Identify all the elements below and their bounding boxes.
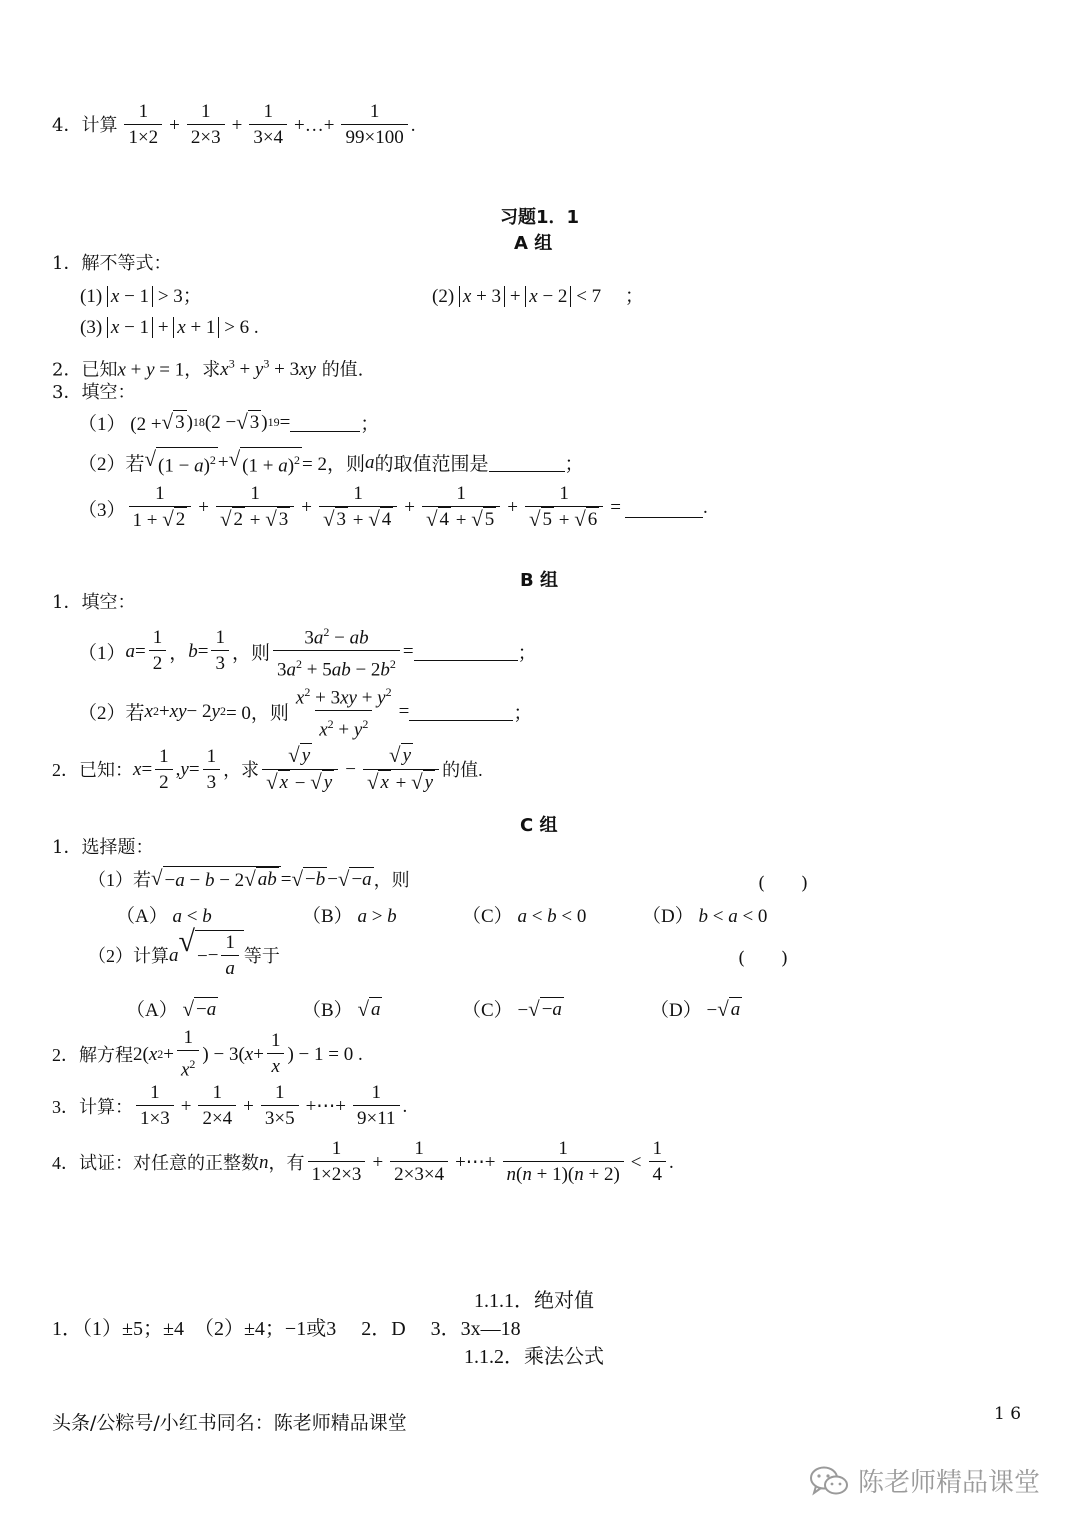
c1-q1-option-d: （D） b < a < 0 xyxy=(642,906,768,927)
question-text: ，则 xyxy=(373,869,410,890)
option-label: （B） xyxy=(302,1000,353,1021)
c3-line: 3． 计算： $\frac{1}{1\times 3}$ + $\frac{1}{2\times 4}$ + $\frac{1}{3\times 5}$ +⋯+ $\frac{1}{9\times 11}$ . xyxy=(52,1081,407,1132)
problem-label: 解方程 xyxy=(79,1044,133,1065)
answers-section-title: 1.1.2．乘法公式 xyxy=(464,1346,604,1368)
c1-line xyxy=(52,836,153,860)
c1-q1-option-c: （C） a < b < 0 xyxy=(462,906,587,927)
problem-label: 计算 xyxy=(81,114,118,136)
c1-q2-option-d: （D） − √ a xyxy=(650,997,741,1021)
problem-number: 1． xyxy=(52,837,82,858)
problem-text: 已知： xyxy=(79,760,133,780)
problem-label: 选择题： xyxy=(81,837,154,858)
footer-source: 头条/公粽号/小红书同名：陈老师精品课堂 xyxy=(52,1412,407,1434)
problem-text: ，有 xyxy=(268,1152,305,1173)
b2-line: 2． 已知： x = $\frac{1}{2}$ , y = $\frac{1}{3}$ ，求 √ y √ x − √ y − √ y √ x + √ y 的值. xyxy=(52,743,483,797)
c1-q2-option-c: （C） − √ −a xyxy=(462,997,562,1021)
option-label: （D） xyxy=(642,906,694,927)
question-text: （1）若 xyxy=(88,869,151,890)
a3-part1: （1） (2 + √ 3 ) 18 (2 − √ 3 ) 19 = ； xyxy=(78,410,380,435)
b1-line xyxy=(52,591,135,615)
c1-q2-option-a: （A） √ −a xyxy=(126,997,217,1021)
fraction: $\frac{1}{3\times 4}$ xyxy=(249,100,287,151)
exercise-title: 习题1．1 xyxy=(500,207,580,228)
problem-label: 试证：对任意的正整数 xyxy=(79,1152,259,1173)
wechat-icon xyxy=(808,1464,850,1498)
group-c-heading: C 组 xyxy=(520,815,558,836)
option-label: （B） xyxy=(302,906,353,927)
answer-bracket: ( ) xyxy=(738,948,789,969)
a1-part3: (3) x − 1 + x + 1 > 6 . xyxy=(80,317,259,338)
option-label: （A） xyxy=(116,906,168,927)
c1-q1-option-b: （B） a > b xyxy=(302,906,397,927)
problem-number: 3． xyxy=(52,1096,79,1117)
problem-number: 1． xyxy=(52,592,82,613)
page-number: 1 6 xyxy=(994,1404,1022,1424)
c1-q2: （2）计算 a √ −− $\frac{1}{a}$ 等于 xyxy=(88,930,280,982)
c1-q1: （1）若 √ −a − b − 2 √ ab = √ −b − √ −a ，则 xyxy=(88,866,410,891)
problem-number: 4． xyxy=(52,114,82,136)
problem-4-top: 4． 计算 $\frac{1}{1\times 2}$ + $\frac{1}{2\times 3}$ + $\frac{1}{3\times 4}$ +…+ $\frac{1}{99\times 100}$ . xyxy=(52,100,415,151)
group-a-heading: A 组 xyxy=(514,233,553,254)
question-text: 等于 xyxy=(243,946,280,966)
question-text: （2）计算 xyxy=(88,946,169,966)
problem-text: 的值. xyxy=(442,760,483,780)
answers-section-title: 1.1.1．绝对值 xyxy=(474,1290,594,1312)
problem-label: 解不等式： xyxy=(81,253,172,274)
problem-number: 2． xyxy=(52,760,79,780)
fraction: $\frac{1}{2\times 3}$ xyxy=(187,100,225,151)
b1-part1: （1） a = $\frac{1}{2}$ ， b = $\frac{1}{3}$ ，则 $\frac{3a^2 - ab}{3a^2 + 5ab - 2b^2}$ = ； xyxy=(78,620,537,684)
answer-bracket: ( ) xyxy=(758,873,809,894)
c1-q1-option-a: （A） a < b xyxy=(116,906,212,927)
c2-line: 2． 解方程 2( x 2 + $\frac{1}{x^2}$ ) − 3( x + $\frac{1}{x}$ ) − 1 = 0 . xyxy=(52,1026,363,1083)
problem-number: 3． xyxy=(52,382,82,403)
a3-part2: （2）若 √ $(1 - a)^2$ + √ $(1 + a)^2$ = 2，则 a 的取值范围是 ； xyxy=(78,447,584,477)
problem-number: 2． xyxy=(52,1044,79,1065)
problem-text: 的值. xyxy=(321,359,364,381)
problem-text: 已知 xyxy=(81,359,118,381)
watermark-text: 陈老师精品课堂 xyxy=(858,1468,1041,1498)
b1-part2: （2）若 x 2 + xy − 2 y 2 = 0，则 $\frac{x^2 + 3xy + y^2}{x^2 + y^2}$ = ； xyxy=(78,680,532,744)
problem-label: 填空： xyxy=(81,382,136,403)
a1-part1: (1) x − 1 > 3； xyxy=(80,286,202,307)
fraction: $\frac{1}{99\times 100}$ xyxy=(341,100,407,151)
a3-line xyxy=(52,381,135,405)
problem-label: 计算： xyxy=(79,1096,133,1117)
problem-number: 4． xyxy=(52,1152,79,1173)
problem-number: 2． xyxy=(52,359,82,381)
a2-line: 2．已知x + y = 1，求$x^3 + y^3 + 3xy$ 的值. xyxy=(52,357,364,381)
problem-text: ，求 xyxy=(184,359,221,381)
watermark xyxy=(808,1462,1040,1499)
c1-q2-option-b: （B） √ a xyxy=(302,997,381,1021)
problem-number: 1． xyxy=(52,253,82,274)
problem-text: ，求 xyxy=(223,760,260,780)
a1-part2: (2) x + 3 + x − 2 < 7 ； xyxy=(432,286,644,307)
answers-line: 1．（1）±5；±4 （2）±4；−1或3 2．D 3．3x—18 xyxy=(52,1318,521,1340)
fraction: $\frac{1}{1\times 2}$ xyxy=(124,100,162,151)
option-label: （A） xyxy=(126,1000,178,1021)
a3-part3: （3） 1 1 + √ 2 + 1 √ 2 + √ 3 + 1 √ 3 + √ 4 + 1 √ 4 + √ 5 + 1 √ 5 + √ 6 = . xyxy=(78,482,708,534)
option-label: （C） xyxy=(462,906,513,927)
a1-line xyxy=(52,252,171,276)
option-label: （D） xyxy=(650,1000,702,1021)
group-b-heading: B 组 xyxy=(520,570,558,591)
option-label: （C） xyxy=(462,1000,513,1021)
c4-line: 4． 试证：对任意的正整数 n ，有 $\frac{1}{1\times 2\times 3}$ + $\frac{1}{2\times 3\times 4}$ +⋯+ $\frac{1}{n(n + 1)(n + 2)}$ < $\frac{1}{4}$ . xyxy=(52,1137,674,1188)
problem-label: 填空： xyxy=(81,592,136,613)
